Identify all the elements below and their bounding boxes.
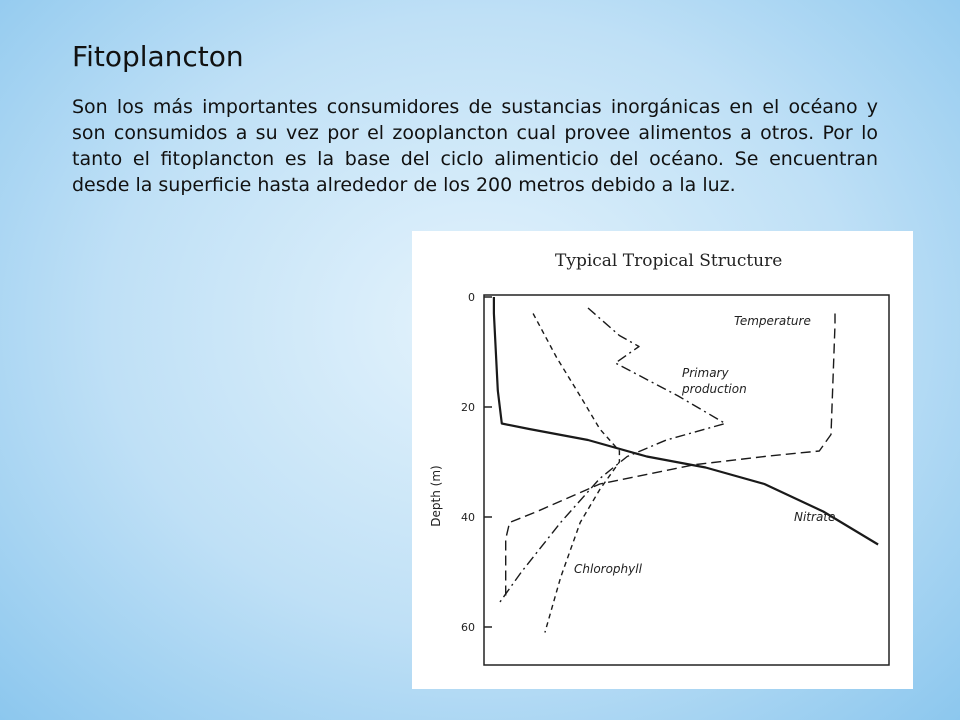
series-lines xyxy=(494,297,878,633)
series-label-temperature: Temperature xyxy=(734,314,811,328)
y-tick-label: 0 xyxy=(468,291,475,304)
y-tick-label: 20 xyxy=(461,401,475,414)
chart-title: Typical Tropical Structure xyxy=(555,251,783,271)
y-axis-ticks xyxy=(461,291,492,634)
chart-svg xyxy=(412,231,913,689)
y-tick-label: 60 xyxy=(461,621,475,634)
plot-frame xyxy=(484,295,889,665)
series-line-nitrate xyxy=(494,297,878,545)
series-line-primary-production xyxy=(498,308,725,605)
y-axis-label: Depth (m) xyxy=(429,465,443,527)
y-tick-label: 40 xyxy=(461,511,475,524)
series-label-production: production xyxy=(682,382,747,396)
series-label-primary: Primary xyxy=(682,366,729,380)
series-label-nitrate: Nitrate xyxy=(794,510,836,524)
series-line-temperature xyxy=(506,314,835,600)
chart-figure xyxy=(412,231,913,689)
slide-body-text: Son los más importantes consumidores de sustancias inorgánicas en el océano y son consumidos a su vez por el zooplancton cual provee alimentos a otros. Por lo tanto el fitoplancton es la base del ciclo alimenticio del océano. Se encuentran desde la superficie hasta alrededor de los 200 metros debido a la luz. xyxy=(72,96,878,196)
slide-title: Fitoplancton xyxy=(72,40,244,73)
series-label-chlorophyll: Chlorophyll xyxy=(574,562,642,576)
